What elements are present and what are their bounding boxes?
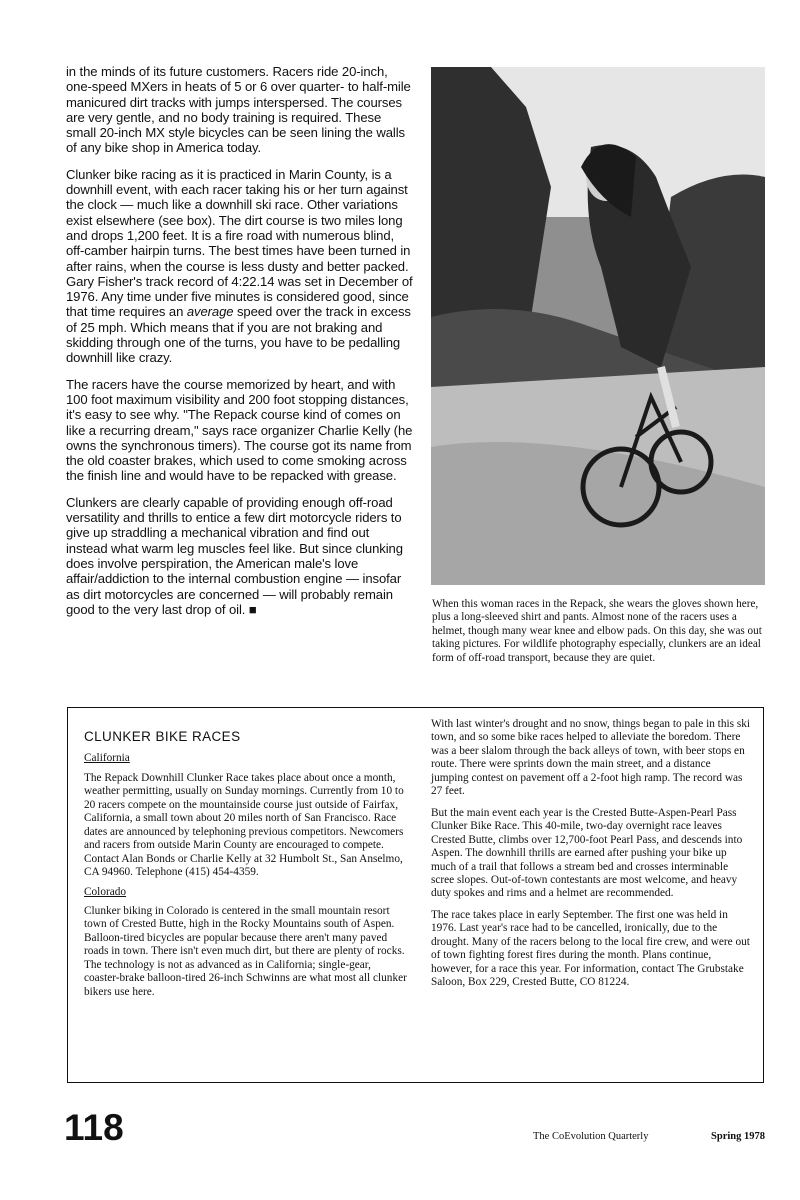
article-paragraph-2-end: speed over the track in excess of 25 mph. Which means that if you are not braking and skidding through one of the turns, you have to be pedalling downhill like crazy. — [66, 304, 411, 366]
article-paragraph-4: Clunkers are clearly capable of providing enough off-road versatility and thrills to entice a few dirt motorcycle riders to give up straddling a mechanical vibration and find out instead what warm leg muscles feel like. But since clunking does involve perspiration, the American male's love affair/addiction to the internal combustion engine — insofar as dirt motorcycles are concerned — will probably remain good to the very last drop of oil. ■ — [66, 494, 403, 617]
cyclist-photo — [431, 67, 765, 585]
article-paragraph-2-start: Clunker bike racing as it is practiced in Marin County, is a downhill event, with each racer taking his or her turn against the clock — much like a downhill ski race. Other variations exist elsewhere (see box). The dirt course is two miles long and drops 1,200 feet. It is a fire road with numerous blind, off-camber hairpin turns. The best times have been turned in after rains, when the course is less dusty and better packed. Gary Fisher's track record of 4:22.14 was set in December of 1976. Any time under five minutes is considered good, since that time requires an — [66, 166, 413, 320]
article-paragraph-1: in the minds of its future customers. Racers ride 20-inch, one-speed MXers in heats of 5 or 6 over quarter- to half-mile manicured dirt tracks with jumps interspersed. The courses are very gentle, and no body training is required. These small 20-inch MX style bicycles can be seen lining the walls of any bike shop in America today. — [66, 64, 411, 156]
issue-date: Spring 1978 — [711, 1131, 765, 1142]
sidebar-title: CLUNKER BIKE RACES — [84, 729, 241, 744]
sidebar-paragraph-3: The race takes place in early September. The first one was held in 1976. Last year's race had to be cancelled, ironically, due to the drought. Many of the racers belong to the local fire crew, and were out of town fighting forest fires during the month. Plans continue, however, for a race this year. For information, contact The Grubstake Saloon, Box 229, Crested Butte, CO 81224. — [431, 908, 750, 989]
article-paragraph-3: The racers have the course memorized by heart, and with 100 foot maximum visibility and 200 foot stopping distances, it's easy to see why. "The Repack course kind of comes on like a recurring dream," says race organizer Charlie Kelly (he owns the synchronous timers). The course got its name from the old coaster brakes, which used to come smoking across the finish line and would have to be repacked with grease. — [66, 376, 413, 484]
photo-caption: When this woman races in the Repack, she wears the gloves shown here, plus a long-sleeved shirt and pants. Almost none of the racers uses a helmet, though many wear knee and elbow pads. On this day, she was out taking pictures. For wildlife photography especially, clunkers are an ideal form of off-road transport, because they are quiet. — [432, 598, 762, 664]
sidebar-right-column — [431, 718, 751, 998]
sidebar-left-column — [84, 730, 409, 1005]
publication-name: The CoEvolution Quarterly — [533, 1131, 649, 1142]
page-number: 118 — [64, 1107, 124, 1148]
sidebar-paragraph-2: But the main event each year is the Crested Butte-Aspen-Pearl Pass Clunker Bike Race. This 40-mile, two-day overnight race leaves Crested Butte, climbs over 12,700-foot Pearl Pass, and descends into Aspen. The downhill thrills are earned after pushing your bike up much of a trail that follows a stream bed and crosses interminable scree slopes. Out-of-town contestants are most welcome, and heavy duty spokes and rims and a helmet are recommended. — [431, 806, 743, 900]
sidebar-box — [67, 707, 764, 1083]
article-column — [66, 64, 414, 628]
california-text: The Repack Downhill Clunker Race takes place about once a month, weather permitting, usually on Sunday mornings. Currently from 10 to 20 racers compete on the mountainside course just outside of Fairfax, California, a small town about 20 miles north of San Francisco. Race dates are announced by telephoning previous competitors. Newcomers and racers from outside Marin County are encouraged to compete. Contact Alan Bonds or Charlie Kelly at 32 Humbolt St., San Anselmo, CA 94960. Telephone (415) 454-4359. — [84, 771, 404, 879]
article-paragraph-2 — [66, 167, 414, 366]
cyclist-photo-drawing — [431, 67, 765, 585]
colorado-text: Clunker biking in Colorado is centered in the small mountain resort town of Crested Butte, high in the Rocky Mountains south of Aspen. Balloon-tired bicycles are popular because there aren't many paved roads in town. There isn't even much dirt, but there are plenty of rocks. The technology is not as advanced as in California; single-gear, coaster-brake balloon-tired 26-inch Schwinns are what most all clunker bikers use here. — [84, 904, 407, 998]
california-heading: California — [84, 752, 130, 765]
colorado-heading: Colorado — [84, 885, 127, 898]
emphasis-average: average — [186, 304, 234, 320]
running-footer — [533, 1131, 765, 1142]
sidebar-paragraph-1: With last winter's drought and no snow, things began to pale in this ski town, and so some bike races helped to alleviate the boredom. There was a beer slalom through the back alleys of town, with beer stops en route. There were sprints down the main street, and a distance jumping contest on pavement off a 2-foot high ramp. The record was 27 feet. — [431, 718, 751, 798]
